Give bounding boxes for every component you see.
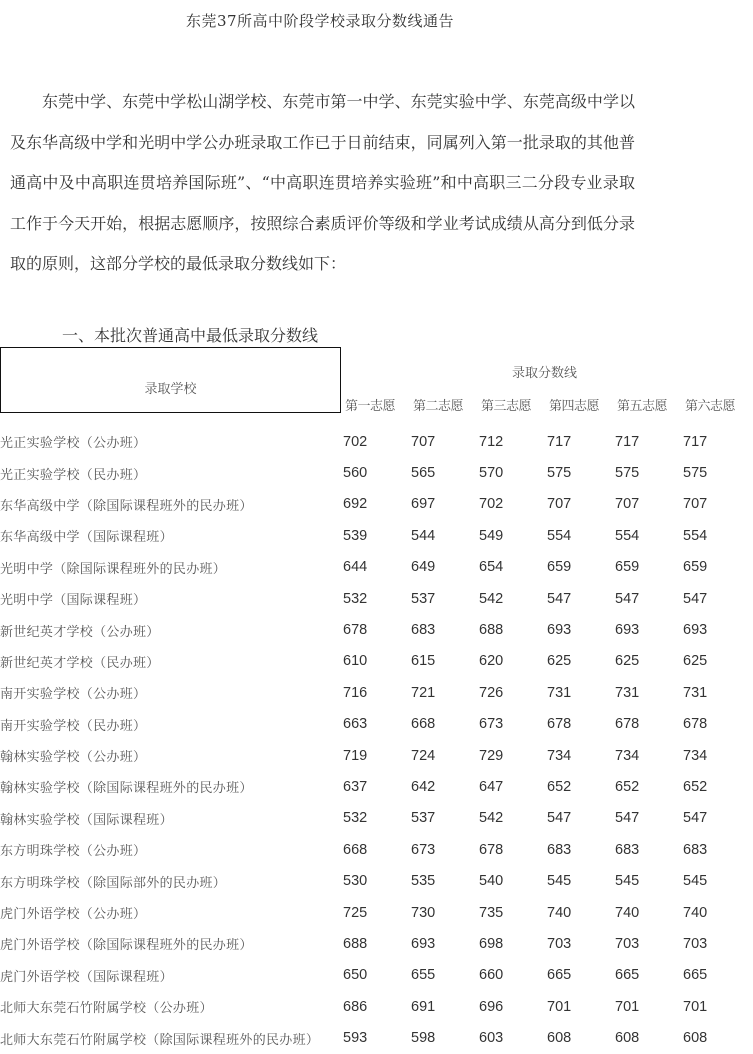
score-cell: 565 [411,465,436,482]
school-name: 虎门外语学校（除国际课程班外的民办班） [0,938,253,954]
score-cell: 701 [683,998,708,1015]
score-cell: 644 [343,559,368,576]
score-cell: 608 [547,1030,572,1047]
school-header-label: 录取学校 [144,382,197,397]
table-row [0,771,753,802]
score-cell: 740 [615,904,640,921]
score-cell: 707 [411,433,436,450]
score-cell: 660 [479,967,504,984]
score-cell: 678 [343,622,368,639]
score-cell: 575 [683,465,708,482]
table-row [0,740,753,771]
score-cell: 545 [615,873,640,890]
score-cell: 678 [615,716,640,733]
school-name: 东方明珠学校（除国际部外的民办班） [0,875,227,891]
score-cell: 668 [411,716,436,733]
school-name: 翰林实验学校（国际课程班） [0,812,173,828]
score-cell: 730 [411,904,436,921]
score-cell: 560 [343,465,368,482]
score-cell: 542 [479,810,504,827]
score-cell: 665 [547,967,572,984]
choice-header: 第一志愿 [345,399,396,414]
score-cell: 703 [615,935,640,952]
score-cell: 703 [683,935,708,952]
score-cell: 693 [411,935,436,952]
score-cell: 678 [683,716,708,733]
score-cell: 686 [343,998,368,1015]
score-cell: 665 [615,967,640,984]
score-cell: 547 [615,590,640,607]
score-cell: 608 [683,1030,708,1047]
score-cell: 659 [547,559,572,576]
school-name: 南开实验学校（公办班） [0,687,147,703]
score-cell: 731 [547,684,572,701]
score-cell: 544 [411,527,436,544]
school-name: 南开实验学校（民办班） [0,718,147,734]
table-row [0,897,753,928]
score-cell: 655 [411,967,436,984]
score-cell: 729 [479,747,504,764]
school-name: 光正实验学校（公办班） [0,436,147,452]
school-name: 新世纪英才学校（民办班） [0,655,160,671]
table-row [0,991,753,1022]
score-cell: 707 [615,496,640,513]
score-cell: 683 [411,622,436,639]
score-cell: 734 [615,747,640,764]
table-row [0,457,753,488]
score-cell: 654 [479,559,504,576]
score-cell: 554 [547,527,572,544]
score-cell: 696 [479,998,504,1015]
score-cell: 688 [343,935,368,952]
score-cell: 530 [343,873,368,890]
school-name: 新世纪英才学校（公办班） [0,624,160,640]
choice-header: 第五志愿 [617,399,668,414]
table-row [0,583,753,614]
score-cell: 707 [547,496,572,513]
score-cell: 717 [683,433,708,450]
table-row [0,677,753,708]
score-cell: 721 [411,684,436,701]
table-row [0,709,753,740]
score-cell: 683 [683,841,708,858]
score-cell: 719 [343,747,368,764]
score-cell: 659 [615,559,640,576]
score-cell: 701 [547,998,572,1015]
score-cell: 625 [683,653,708,670]
score-cell: 547 [615,810,640,827]
score-cell: 652 [683,778,708,795]
score-cell: 697 [411,496,436,513]
score-cell: 625 [615,653,640,670]
school-name: 翰林实验学校（除国际课程班外的民办班） [0,781,253,797]
score-cell: 702 [343,433,368,450]
score-cell: 683 [547,841,572,858]
score-cell: 683 [615,841,640,858]
school-name: 光明中学（国际课程班） [0,593,147,609]
score-cell: 724 [411,747,436,764]
score-cell: 734 [547,747,572,764]
score-cell: 549 [479,527,504,544]
score-cell: 693 [683,622,708,639]
school-header-cell [0,347,341,413]
score-cell: 740 [683,904,708,921]
score-cell: 740 [547,904,572,921]
score-cell: 547 [683,810,708,827]
score-cell: 570 [479,465,504,482]
score-cell: 663 [343,716,368,733]
score-cell: 547 [683,590,708,607]
score-cell: 532 [343,590,368,607]
school-name: 光明中学（除国际课程班外的民办班） [0,561,227,577]
score-cell: 692 [343,496,368,513]
table-row [0,803,753,834]
score-cell: 649 [411,559,436,576]
school-name: 东华高级中学（国际课程班） [0,530,173,546]
score-cell: 734 [683,747,708,764]
score-cell: 707 [683,496,708,513]
score-cell: 545 [683,873,708,890]
score-cell: 652 [615,778,640,795]
score-cell: 703 [547,935,572,952]
score-cell: 693 [547,622,572,639]
score-cell: 610 [343,653,368,670]
score-cell: 593 [343,1030,368,1047]
table-row [0,426,753,457]
document-title: 东莞37所高中阶段学校录取分数线通告 [185,12,455,30]
score-cell: 542 [479,590,504,607]
choice-header: 第三志愿 [481,399,532,414]
score-cell: 735 [479,904,504,921]
score-cell: 652 [547,778,572,795]
score-cell: 688 [479,622,504,639]
score-cell: 678 [479,841,504,858]
choice-header: 第六志愿 [685,399,736,414]
choice-header-row [345,395,753,414]
score-cell: 575 [615,465,640,482]
school-name: 北师大东莞石竹附属学校（除国际课程班外的民办班） [0,1032,320,1048]
choice-header: 第四志愿 [549,399,600,414]
score-cell: 615 [411,653,436,670]
table-row [0,552,753,583]
score-cell: 620 [479,653,504,670]
score-header: 录取分数线 [512,366,578,381]
score-cell: 678 [547,716,572,733]
score-cell: 717 [615,433,640,450]
school-name: 东华高级中学（除国际课程班外的民办班） [0,498,253,514]
score-cell: 537 [411,810,436,827]
score-cell: 701 [615,998,640,1015]
score-cell: 698 [479,935,504,952]
school-name: 北师大东莞石竹附属学校（公办班） [0,1001,213,1017]
choice-header: 第二志愿 [413,399,464,414]
score-cell: 535 [411,873,436,890]
score-cell: 625 [547,653,572,670]
score-cell: 608 [615,1030,640,1047]
table-row [0,1022,753,1053]
score-cell: 712 [479,433,504,450]
score-cell: 668 [343,841,368,858]
school-name: 翰林实验学校（公办班） [0,750,147,766]
score-cell: 598 [411,1030,436,1047]
score-cell: 673 [411,841,436,858]
score-cell: 650 [343,967,368,984]
score-cell: 539 [343,527,368,544]
score-cell: 642 [411,778,436,795]
score-cell: 673 [479,716,504,733]
table-row [0,646,753,677]
score-cell: 554 [615,527,640,544]
score-table-body [0,426,753,1054]
table-row [0,960,753,991]
section-heading: 一、本批次普通高中最低录取分数线 [62,326,319,345]
school-name: 东方明珠学校（公办班） [0,844,147,860]
intro-paragraph: 东莞中学、东莞中学松山湖学校、东莞市第一中学、东莞实验中学、东莞高级中学以及东华高级中学和光明中学公办班录取工作已于日前结束，同属列入第一批录取的其他普通高中及中高职连贯培养国际班”、“中高职连贯培养实验班”和中高职三二分段专业录取工作于今天开始，根据志愿顺序，按照综合素质评价等级和学业考试成绩从高分到低分录取的原则，这部分学校的最低录取分数线如下： [10,92,635,273]
score-cell: 637 [343,778,368,795]
table-row [0,614,753,645]
school-name: 虎门外语学校（公办班） [0,907,147,923]
score-cell: 647 [479,778,504,795]
score-cell: 731 [615,684,640,701]
table-row [0,834,753,865]
score-cell: 547 [547,590,572,607]
table-row [0,865,753,896]
school-name: 虎门外语学校（国际课程班） [0,969,173,985]
score-cell: 726 [479,684,504,701]
table-row [0,928,753,959]
score-cell: 716 [343,684,368,701]
score-cell: 725 [343,904,368,921]
score-cell: 547 [547,810,572,827]
score-cell: 691 [411,998,436,1015]
table-row [0,489,753,520]
score-cell: 540 [479,873,504,890]
score-cell: 659 [683,559,708,576]
score-cell: 603 [479,1030,504,1047]
score-cell: 545 [547,873,572,890]
score-cell: 532 [343,810,368,827]
score-cell: 717 [547,433,572,450]
score-cell: 702 [479,496,504,513]
score-cell: 693 [615,622,640,639]
table-row [0,520,753,551]
score-cell: 554 [683,527,708,544]
school-name: 光正实验学校（民办班） [0,467,147,483]
score-cell: 665 [683,967,708,984]
score-cell: 731 [683,684,708,701]
score-cell: 537 [411,590,436,607]
score-cell: 575 [547,465,572,482]
